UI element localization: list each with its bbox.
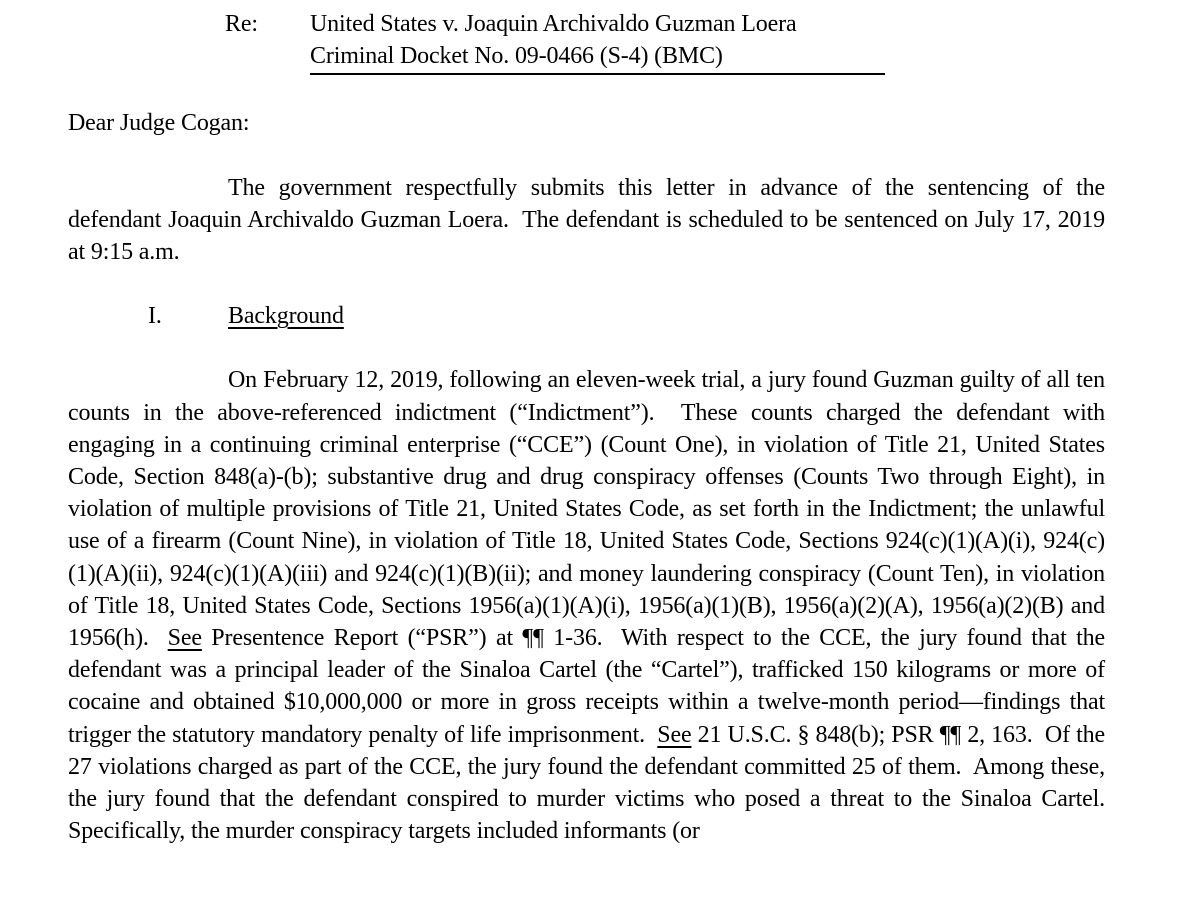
re-label: Re: <box>225 11 258 37</box>
re-lines <box>310 8 885 75</box>
section-number: I. <box>148 303 162 330</box>
section-title: Background <box>228 303 344 330</box>
background-paragraph: On February 12, 2019, following an eleven-week trial, a jury found Guzman guilty of all ten counts in the above-referenced indictment (“Indictment”). These counts charged the defendant with engaging in a continuing criminal enterprise (“CCE”) (Count One), in violation of Title 21, United States Code, Section 848(a)-(b); substantive drug and drug conspiracy offenses (Counts Two through Eight), in violation of multiple provisions of Title 21, United States Code, as set forth in the Indictment; the unlawful use of a firearm (Count Nine), in violation of Title 18, United States Code, Sections 924(c)(1)(A)(i), 924(c)(1)(A)(ii), 924(c)(1)(A)(iii) and 924(c)(1)(B)(ii); and money laundering conspiracy (Count Ten), in violation of Title 18, United States Code, Sections 1956(a)(1)(A)(i), 1956(a)(1)(B), 1956(a)(2)(A), 1956(a)(2)(B) and 1956(h). See Presentence Report (“PSR”) at ¶¶ 1-36. With respect to the CCE, the jury found that the defendant was a principal leader of the Sinaloa Cartel (the “Cartel”), trafficked 150 kilograms or more of cocaine and obtained $10,000,000 or more in gross receipts within a twelve-month period—findings that trigger the statutory mandatory penalty of life imprisonment. See 21 U.S.C. § 848(b); PSR ¶¶ 2, 163. Of the 27 violations charged as part of the CCE, the jury found the defendant committed 25 of them. Among these, the jury found that the defendant conspired to murder victims who posed a threat to the Sinaloa Cartel. Specifically, the murder conspiracy targets included informants (or <box>68 367 1117 845</box>
case-caption: United States v. Joaquin Archivaldo Guzman Loera <box>310 11 797 37</box>
salutation: Dear Judge Cogan: <box>68 110 250 137</box>
section-heading <box>148 300 1105 332</box>
intro-paragraph: The government respectfully submits this letter in advance of the sentencing of the defendant Joaquin Archivaldo Guzman Loera. The defendant is scheduled to be sentenced on July 17, 2019 at 9:15 a.m. <box>68 174 1111 266</box>
docket-line-wrap <box>310 40 885 75</box>
docket-number: Criminal Docket No. 09-0466 (S-4) (BMC) <box>310 40 885 75</box>
re-block <box>225 8 1105 75</box>
